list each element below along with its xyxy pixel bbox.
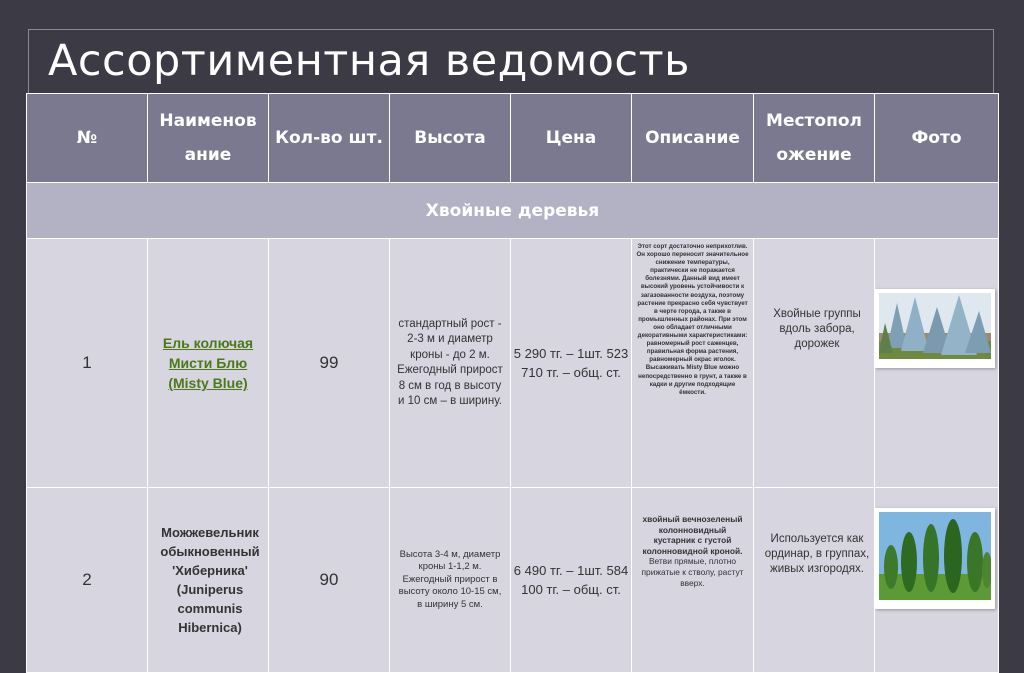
- category-row: [27, 183, 999, 239]
- spruce-photo: [875, 289, 995, 368]
- header-height: Высота: [390, 94, 511, 183]
- juniper-photo: [875, 508, 995, 609]
- row-qty: 90: [269, 488, 390, 673]
- row-number: 1: [27, 239, 148, 488]
- table-row: [27, 488, 999, 673]
- row-description: Ветви прямые, плотно прижатые к стволу, растут вверх.: [641, 556, 744, 588]
- row-price: 6 490 тг. – 1шт. 584 100 тг. – общ. ст.: [511, 488, 632, 673]
- header-description: Описание: [632, 94, 754, 183]
- assortment-table: [26, 93, 999, 673]
- row-qty: 99: [269, 239, 390, 488]
- header-qty: Кол-во шт.: [269, 94, 390, 183]
- table-header-row: [27, 94, 999, 183]
- header-location: Местопол ожение: [754, 94, 875, 183]
- row-description-bold: хвойный вечнозеленый колонновидный кустарник с густой колонновидной кроной.: [642, 514, 743, 556]
- juniper-image: [879, 512, 991, 600]
- row-photo-cell: [875, 239, 999, 488]
- page-title: Ассортиментная ведомость: [48, 36, 690, 86]
- row-location: Хвойные группы вдоль забора, дорожек: [754, 239, 875, 488]
- header-price: Цена: [511, 94, 632, 183]
- row-description: Этот сорт достаточно неприхотлив. Он хорошо переносит значительное снижение температуры, практически не поражается болезнями. Данный вид имеет высокий уровень устойчивости к загазованности воздуха, поэтому растение прекрасно себя чувствует в черте города, а также в промышленных районах. При этом оно обладает отличными декоративными характеристиками: равномерный рост саженцев, правильная форма растения, равномерный окрас иголок. Высаживать Misty Blue можно непосредственно в грунт, а также в кадки и другие подходящие ёмкости.: [632, 239, 754, 488]
- category-label: Хвойные деревья: [27, 183, 999, 239]
- header-photo: Фото: [875, 94, 999, 183]
- row-height: Высота 3-4 м, диаметр кроны 1-1,2 м. Ежегодный прирост в высоту около 10-15 см, в ширину 5 см.: [390, 488, 511, 673]
- row-name-cell: [148, 239, 269, 488]
- row-photo-cell: [875, 488, 999, 673]
- row-number: 2: [27, 488, 148, 673]
- header-name: Наименов ание: [148, 94, 269, 183]
- table-row: [27, 239, 999, 488]
- row-price: 5 290 тг. – 1шт. 523 710 тг. – общ. ст.: [511, 239, 632, 488]
- spruce-image: [879, 293, 991, 359]
- header-number: №: [27, 94, 148, 183]
- row-location: Используется как ординар, в группах, живых изгородях.: [754, 488, 875, 673]
- plant-name-link[interactable]: Ель колючая Мисти Блю (Misty Blue): [162, 335, 254, 391]
- row-height: стандартный рост - 2-3 м и диаметр кроны - до 2 м. Ежегодный прирост 8 см в год в высоту и 10 см – в ширину.: [390, 239, 511, 488]
- row-name: Можжевельник обыкновенный 'Хиберника' (Juniperus communis Hibernica): [148, 488, 269, 673]
- row-description-cell: [632, 488, 754, 673]
